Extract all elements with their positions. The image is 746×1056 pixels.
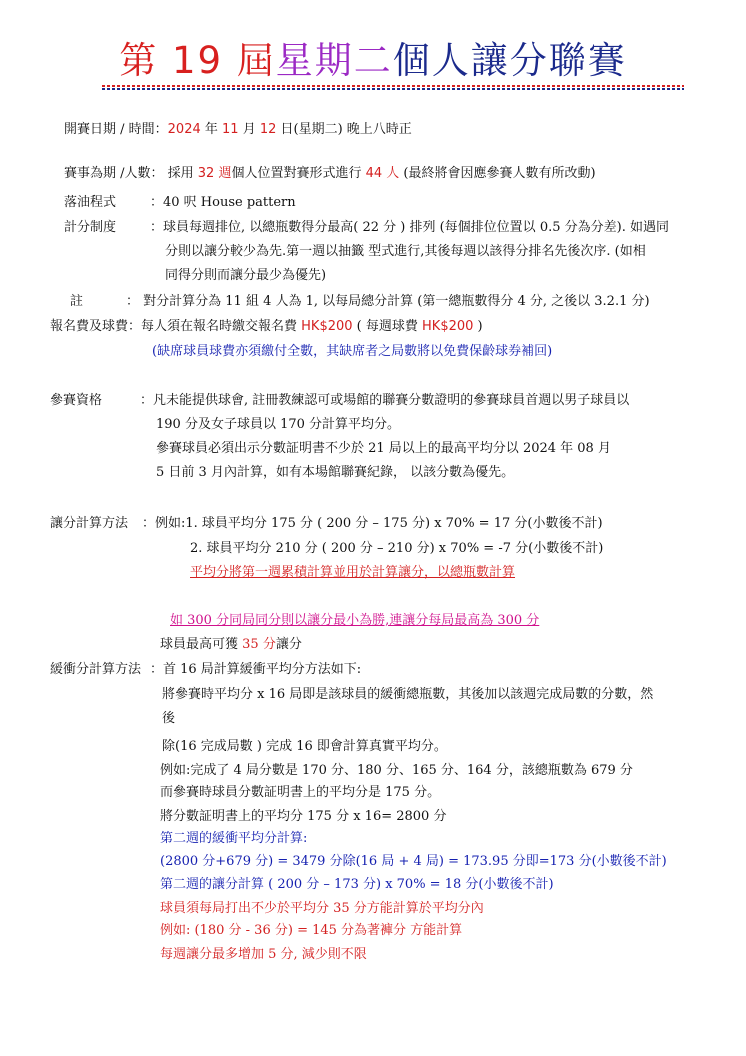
fee-label: 報名費及球費 [50, 319, 129, 334]
document-title [0, 30, 746, 84]
title-part-3: 個人讓分聯賽 [392, 39, 627, 82]
fee-absence-note: (缺席球員球費亦須繳付全數，其缺席者之局數將以免費保齡球券補回) [152, 344, 553, 359]
buffer-line-12: 例如: (180 分 - 36 分) = 145 分為著褲分 方能計算 [160, 923, 463, 938]
handicap-label: 讓分計算方法 [50, 516, 129, 531]
oil-label: 落油程式 [64, 195, 117, 210]
date-year-unit: 年 [200, 122, 223, 137]
buffer-line-5: 例如:完成了 4 局分數是 170 分、180 分、165 分、164 分，該總瓶數為 679 分 [160, 763, 633, 778]
date-month-unit: 月 [238, 122, 260, 137]
buffer-line-7: 將分數証明書上的平均分 175 分 x 16= 2800 分 [160, 809, 447, 824]
period-players: 44 人 [365, 166, 400, 181]
buffer-line-8: 第二週的緩衝平均分計算: [160, 831, 308, 846]
handicap-line-4: 如 300 分同局同分則以讓分最小為勝,連讓分每局最高為 300 分 [170, 613, 540, 628]
oil-text: ：40 呎 House pattern [150, 195, 296, 210]
handicap-max-pre: 球員最高可獲 [160, 637, 243, 652]
handicap-line-5 [160, 636, 302, 654]
fee-mid: ( 每週球費 [352, 319, 423, 334]
fee-post: ) [473, 319, 483, 334]
date-label: 開賽日期 / 時間： [64, 122, 168, 137]
eligibility-line-3: 參賽球員必須出示分數証明書不少於 21 局以上的最高平均分以 2024 年 08 月 [156, 441, 611, 456]
handicap-max-post: 讓分 [275, 637, 302, 652]
date-line [64, 121, 412, 139]
period-post: (最終將會因應參賽人數有所改動) [399, 166, 596, 181]
period-weeks: 32 週 [197, 166, 232, 181]
period-line [64, 165, 596, 183]
buffer-line-9: (2800 分+679 分) = 3479 分除(16 局 + 4 局) = 173.95 分即=173 分(小數後不計) [160, 854, 667, 869]
period-pre: 採用 [163, 166, 198, 181]
buffer-line-10: 第二週的讓分計算 ( 200 分 – 173 分) x 70% = 18 分(小數後不計) [160, 877, 554, 892]
date-day: 12 [259, 122, 277, 137]
buffer-line-6: 而參賽時球員分數証明書上的平均分是 175 分。 [160, 785, 441, 800]
date-suffix: 日(星期二) 晚上八時正 [276, 122, 412, 137]
note-text: ： 對分計算分為 11 組 4 人為 1, 以每局總分計算 (第一總瓶數得分 4 分, 之後以 3.2.1 分) [126, 294, 650, 309]
buffer-line-4: 除(16 完成局數 ) 完成 16 即會計算真實平均分。 [162, 739, 447, 754]
title-part-1: 第 19 屆 [119, 39, 276, 82]
eligibility-label: 參賽資格 [50, 393, 103, 408]
handicap-line-3: 平均分將第一週累積計算並用於計算讓分，以總瓶數計算 [190, 565, 516, 580]
scoring-label: 計分制度 [64, 220, 117, 235]
weekly-fee: HK$200 [422, 319, 474, 334]
handicap-max-value: 35 分 [242, 637, 276, 652]
buffer-line-11: 球員須每局打出不少於平均分 35 分方能計算於平均分內 [160, 901, 484, 916]
entry-fee: HK$200 [301, 319, 353, 334]
buffer-label: 緩衝分計算方法 [50, 662, 142, 677]
buffer-line-1: ：首 16 局計算緩衝平均分方法如下: [150, 662, 362, 677]
buffer-line-2: 將參賽時平均分 x 16 局即是該球員的緩衝總瓶數，其後加以該週完成局數的分數，然 [162, 687, 654, 702]
handicap-line-1: ：例如:1. 球員平均分 175 分 ( 200 分 – 175 分) x 70% = 17 分(小數後不計) [142, 516, 603, 531]
eligibility-line-1: ：凡未能提供球會, 註冊教練認可或場館的聯賽分數證明的參賽球員首週以男子球員以 [140, 393, 630, 408]
period-mid: 個人位置對賽形式進行 [231, 166, 366, 181]
eligibility-line-2: 190 分及女子球員以 170 分計算平均分。 [156, 417, 401, 432]
period-label: 賽事為期 /人數： [64, 166, 164, 181]
note-label: 註 [70, 294, 84, 309]
scoring-line-3: 同得分則而讓分最少為優先) [165, 268, 327, 283]
handicap-line-2: 2. 球員平均分 210 分 ( 200 分 – 210 分) x 70% = -7 分(小數後不計) [190, 541, 604, 556]
scoring-line-1: ：球員每週排位, 以總瓶數得分最高( 22 分 ) 排列 (每個排位位置以 0.5 分為分差). 如遇同 [150, 220, 669, 235]
title-part-2: 星期二 [275, 39, 393, 82]
title-dotted-underline [102, 85, 684, 91]
scoring-line-2: 分則以讓分較少為先.第一週以抽籤 型式進行,其後每週以該得分排名先後次序. (如相 [165, 244, 646, 259]
buffer-line-13: 每週讓分最多增加 5 分, 減少則不限 [160, 947, 367, 962]
fee-line [50, 318, 483, 336]
buffer-line-3: 後 [162, 711, 176, 726]
date-year: 2024 [167, 122, 201, 137]
fee-pre: ：每人須在報名時繳交報名費 [128, 319, 302, 334]
date-month: 11 [222, 122, 239, 137]
eligibility-line-4: 5 日前 3 月內計算，如有本場館聯賽紀錄， 以該分數為優先。 [156, 465, 515, 480]
